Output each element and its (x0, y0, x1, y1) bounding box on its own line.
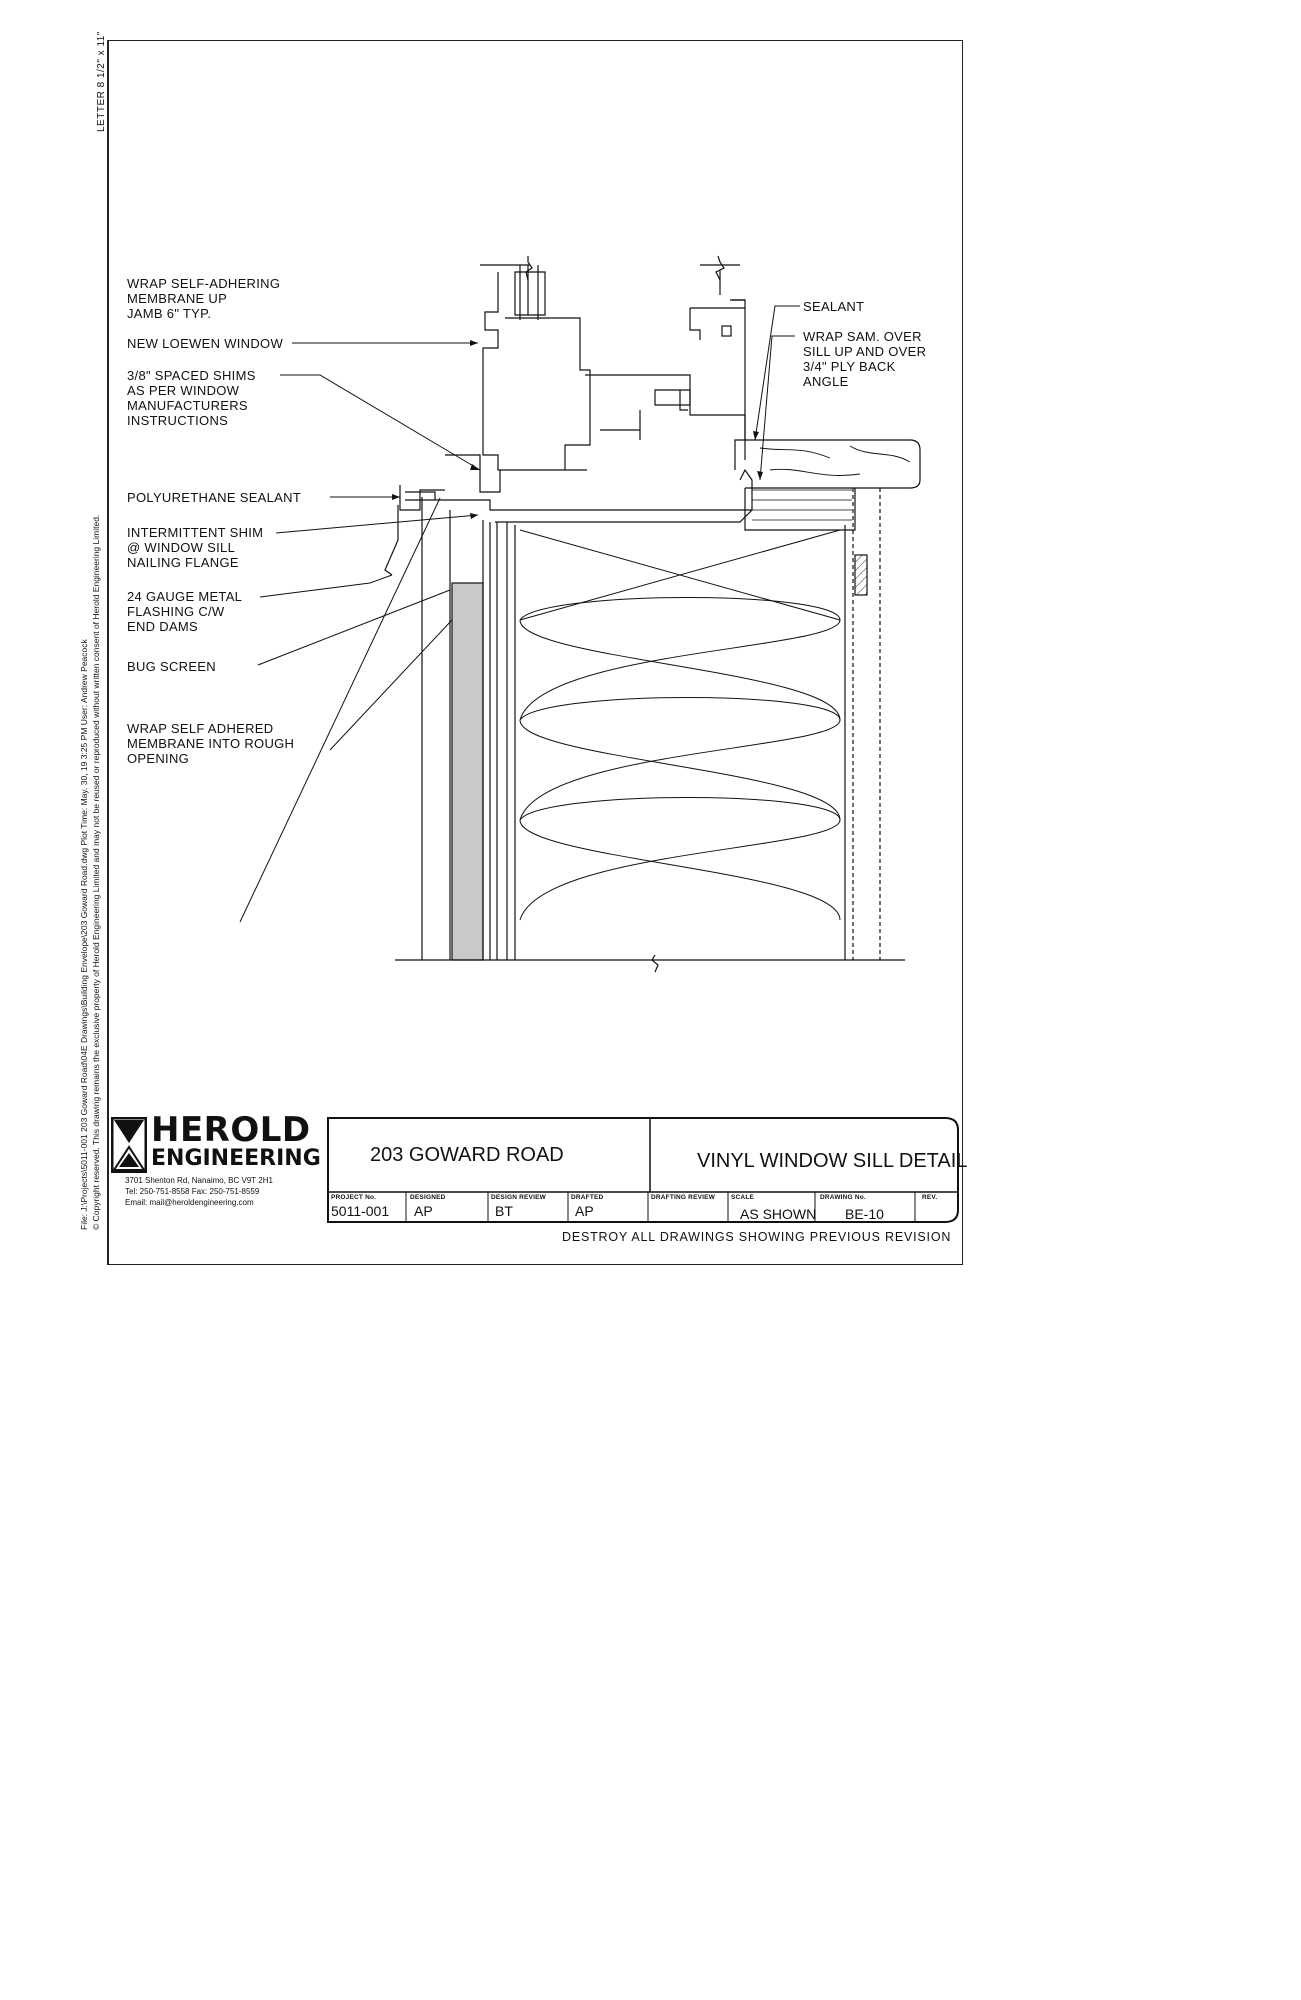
destroy-note: DESTROY ALL DRAWINGS SHOWING PREVIOUS REVISION (562, 1230, 952, 1244)
label-scale: SCALE (731, 1194, 755, 1201)
sheet-size-label: LETTER 8 1/2" x 11" (96, 31, 107, 132)
label-drafting-review: DRAFTING REVIEW (651, 1194, 716, 1201)
company-name: HEROLD (151, 1110, 311, 1150)
label-rev: REV. (922, 1194, 938, 1201)
drawing-title: VINYL WINDOW SILL DETAIL (697, 1150, 968, 1172)
note-wrap-membrane-jamb: WRAP SELF-ADHERING MEMBRANE UP JAMB 6" TYP. (127, 276, 281, 321)
label-drafted: DRAFTED (571, 1194, 604, 1201)
note-wrap-rough-opening: WRAP SELF ADHERED MEMBRANE INTO ROUGH OPENING (127, 721, 295, 766)
file-info: File: J:\Projects\5011-001 203 Goward Road\04E Drawings\Building Envelope\203 Goward Road.dwg Plot Time: May. 30, 19 3:25 PM User: Andrew Peacock (79, 639, 89, 1230)
note-metal-flashing: 24 GAUGE METAL FLASHING C/W END DAMS (127, 589, 243, 634)
note-bug-screen: BUG SCREEN (127, 659, 216, 674)
copyright-note: © Copyright reserved. This drawing remains the exclusive property of Herold Engineering Limited and may not be reused or reproduced without written consent of Herold Engineering Limited. (91, 514, 101, 1230)
value-design-review: BT (495, 1203, 513, 1219)
company-logo-block (111, 1110, 321, 1223)
label-designed: DESIGNED (410, 1194, 446, 1201)
wood-sill (745, 440, 920, 488)
note-wrap-sam: WRAP SAM. OVER SILL UP AND OVER 3/4" PLY BACK ANGLE (803, 329, 927, 389)
vent-screen (855, 555, 867, 595)
label-design-review: DESIGN REVIEW (491, 1194, 546, 1201)
company-address: 3701 Shenton Rd, Nanaimo, BC V9T 2H1 Tel: 250-751-8558 Fax: 250-751-8559 Email: mail@heroldengineering.com (125, 1176, 273, 1207)
label-drawing-no: DRAWING No. (820, 1194, 866, 1201)
note-new-window: NEW LOEWEN WINDOW (127, 336, 284, 351)
value-designed: AP (414, 1203, 433, 1219)
rough-opening-membrane (452, 583, 483, 960)
nailing-flange (445, 455, 500, 492)
metal-flashing (385, 505, 398, 575)
window-frame (483, 265, 745, 470)
note-sealant: SEALANT (803, 299, 865, 314)
value-project-no: 5011-001 (331, 1203, 390, 1219)
insulation (520, 530, 840, 920)
note-polyurethane-sealant: POLYURETHANE SEALANT (127, 490, 302, 505)
company-sub: ENGINEERING (151, 1146, 321, 1171)
leader-lines (240, 306, 800, 922)
hourglass-logo-icon (111, 1117, 147, 1173)
value-scale: AS SHOWN (740, 1206, 817, 1222)
value-drawing-no: BE-10 (845, 1206, 884, 1222)
value-drafted: AP (575, 1203, 594, 1219)
label-project-no: PROJECT No. (331, 1194, 377, 1201)
note-shims: 3/8" SPACED SHIMS AS PER WINDOW MANUFACTURERS INSTRUCTIONS (127, 368, 256, 428)
note-intermittent-shim: INTERMITTENT SHIM @ WINDOW SILL NAILING FLANGE (127, 525, 264, 570)
project-name: 203 GOWARD ROAD (370, 1144, 564, 1166)
